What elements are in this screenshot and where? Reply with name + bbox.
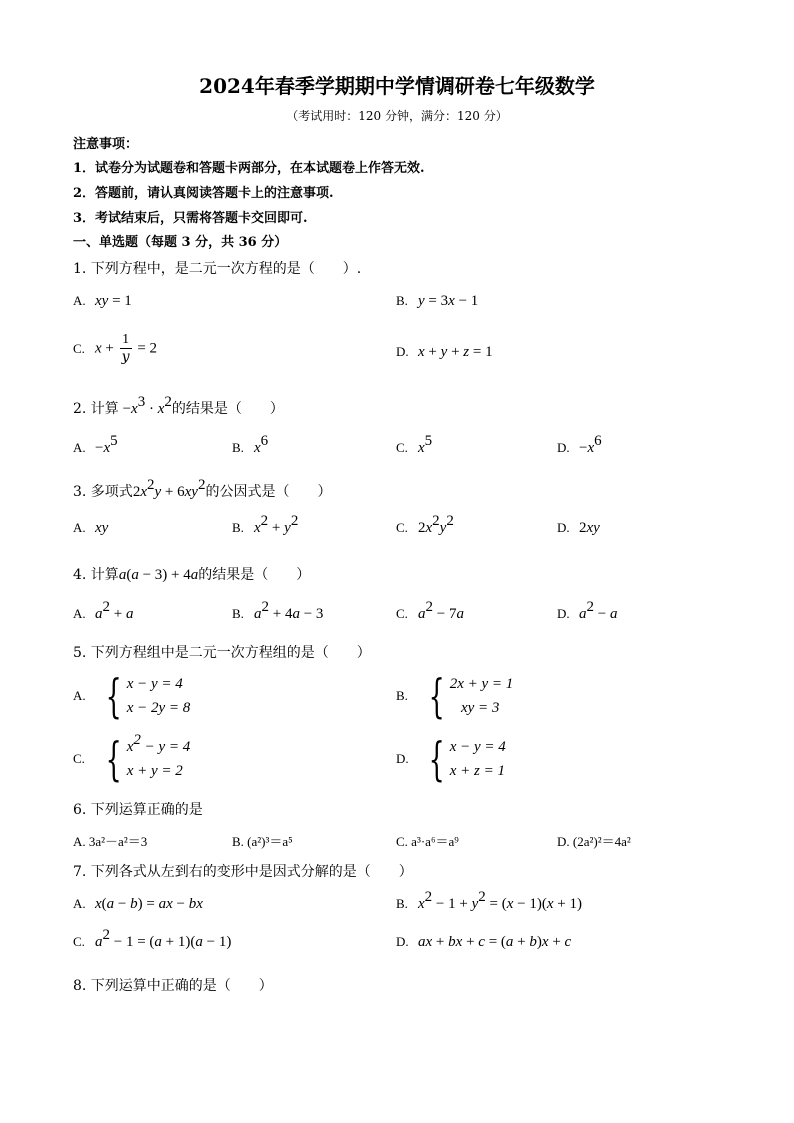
q4-option-b: B. $a^2 + 4a - 3$ (232, 599, 324, 622)
question-7: 7. 下列各式从左到右的变形中是因式分解的是（ ） (73, 864, 413, 880)
q5-option-d: D. { x − y = 4 x + z = 1 (396, 732, 506, 786)
q2-option-a: A. $-x^5$ (73, 433, 118, 456)
note-item-1: 1．试卷分为试题卷和答题卡两部分，在本试题卷上作答无效. (73, 161, 425, 176)
q6-option-a: A. 3a²－a²＝3 (73, 834, 148, 849)
q5-option-a: A. { x − y = 4 x − 2y = 8 (73, 669, 191, 723)
q6-option-b: B. (a²)³＝a⁵ (232, 834, 293, 849)
q1-option-c: C. x + $\frac{1}{y}$ = 2 (73, 332, 158, 365)
q7-option-d: D. ax + bx + c = (a + b)x + c (396, 934, 572, 950)
q1-option-a: A. xy = 1 (73, 293, 132, 309)
q5-option-c: C. { $x^2 - y = 4$ x + y = 2 (73, 732, 191, 786)
q6-option-d: D. (2a²)²＝4a² (557, 834, 631, 849)
notes-heading: 注意事项： (73, 137, 139, 152)
section-heading: 一、单选题（每题 3 分，共 36 分） (73, 235, 288, 250)
q2-option-c: C. $x^5$ (396, 433, 433, 456)
q4-option-a: A. $a^2 + a$ (73, 599, 134, 622)
q3-option-b: B. $x^2 + y^2$ (232, 513, 299, 536)
q7-option-b: B. $x^2 - 1 + y^2 = (x - 1)(x + 1)$ (396, 889, 582, 912)
question-5: 5. 下列方程组中是二元一次方程组的是（ ） (73, 645, 371, 661)
q7-option-c: C. $a^2 - 1 = (a + 1)(a - 1)$ (73, 927, 232, 950)
question-2: 2. 计算 $-x^3 \cdot x^2$的结果是（ ） (73, 394, 284, 417)
q4-option-d: D. $a^2 - a$ (557, 599, 618, 622)
q1-option-d: D. x + y + z = 1 (396, 344, 493, 360)
q5-option-b: B. { 2x + y = 1 xy = 3 (396, 669, 514, 723)
q6-option-c: C. a³·a⁶＝a⁹ (396, 834, 459, 849)
note-item-3: 3．考试结束后，只需将答题卡交回即可. (73, 211, 308, 226)
question-8: 8. 下列运算中正确的是（ ） (73, 978, 273, 994)
question-3: 3. 多项式$2x^2y + 6xy^2$的公因式是（ ） (73, 477, 332, 500)
q1-option-b: B. y = 3x − 1 (396, 293, 479, 309)
question-6: 6. 下列运算正确的是 (73, 802, 203, 818)
question-1: 1. 下列方程中，是二元一次方程的是（ ）. (73, 261, 362, 277)
q3-option-a: A. xy (73, 520, 109, 536)
q4-option-c: C. $a^2 - 7a$ (396, 599, 464, 622)
q3-option-d: D. 2xy (557, 520, 600, 536)
page-title: 2024年春季学期期中学情调研卷七年级数学 (199, 74, 595, 98)
q7-option-a: A. x(a − b) = ax − bx (73, 896, 203, 912)
q3-option-c: C. $2x^2y^2$ (396, 513, 454, 536)
note-item-2: 2．答题前，请认真阅读答题卡上的注意事项. (73, 186, 334, 201)
q2-option-b: B. $x^6$ (232, 433, 269, 456)
page-subtitle: （考试用时：120 分钟，满分：120 分） (286, 109, 508, 123)
q2-option-d: D. $-x^6$ (557, 433, 602, 456)
question-4: 4. 计算a(a − 3) + 4a的结果是（ ） (73, 567, 311, 583)
